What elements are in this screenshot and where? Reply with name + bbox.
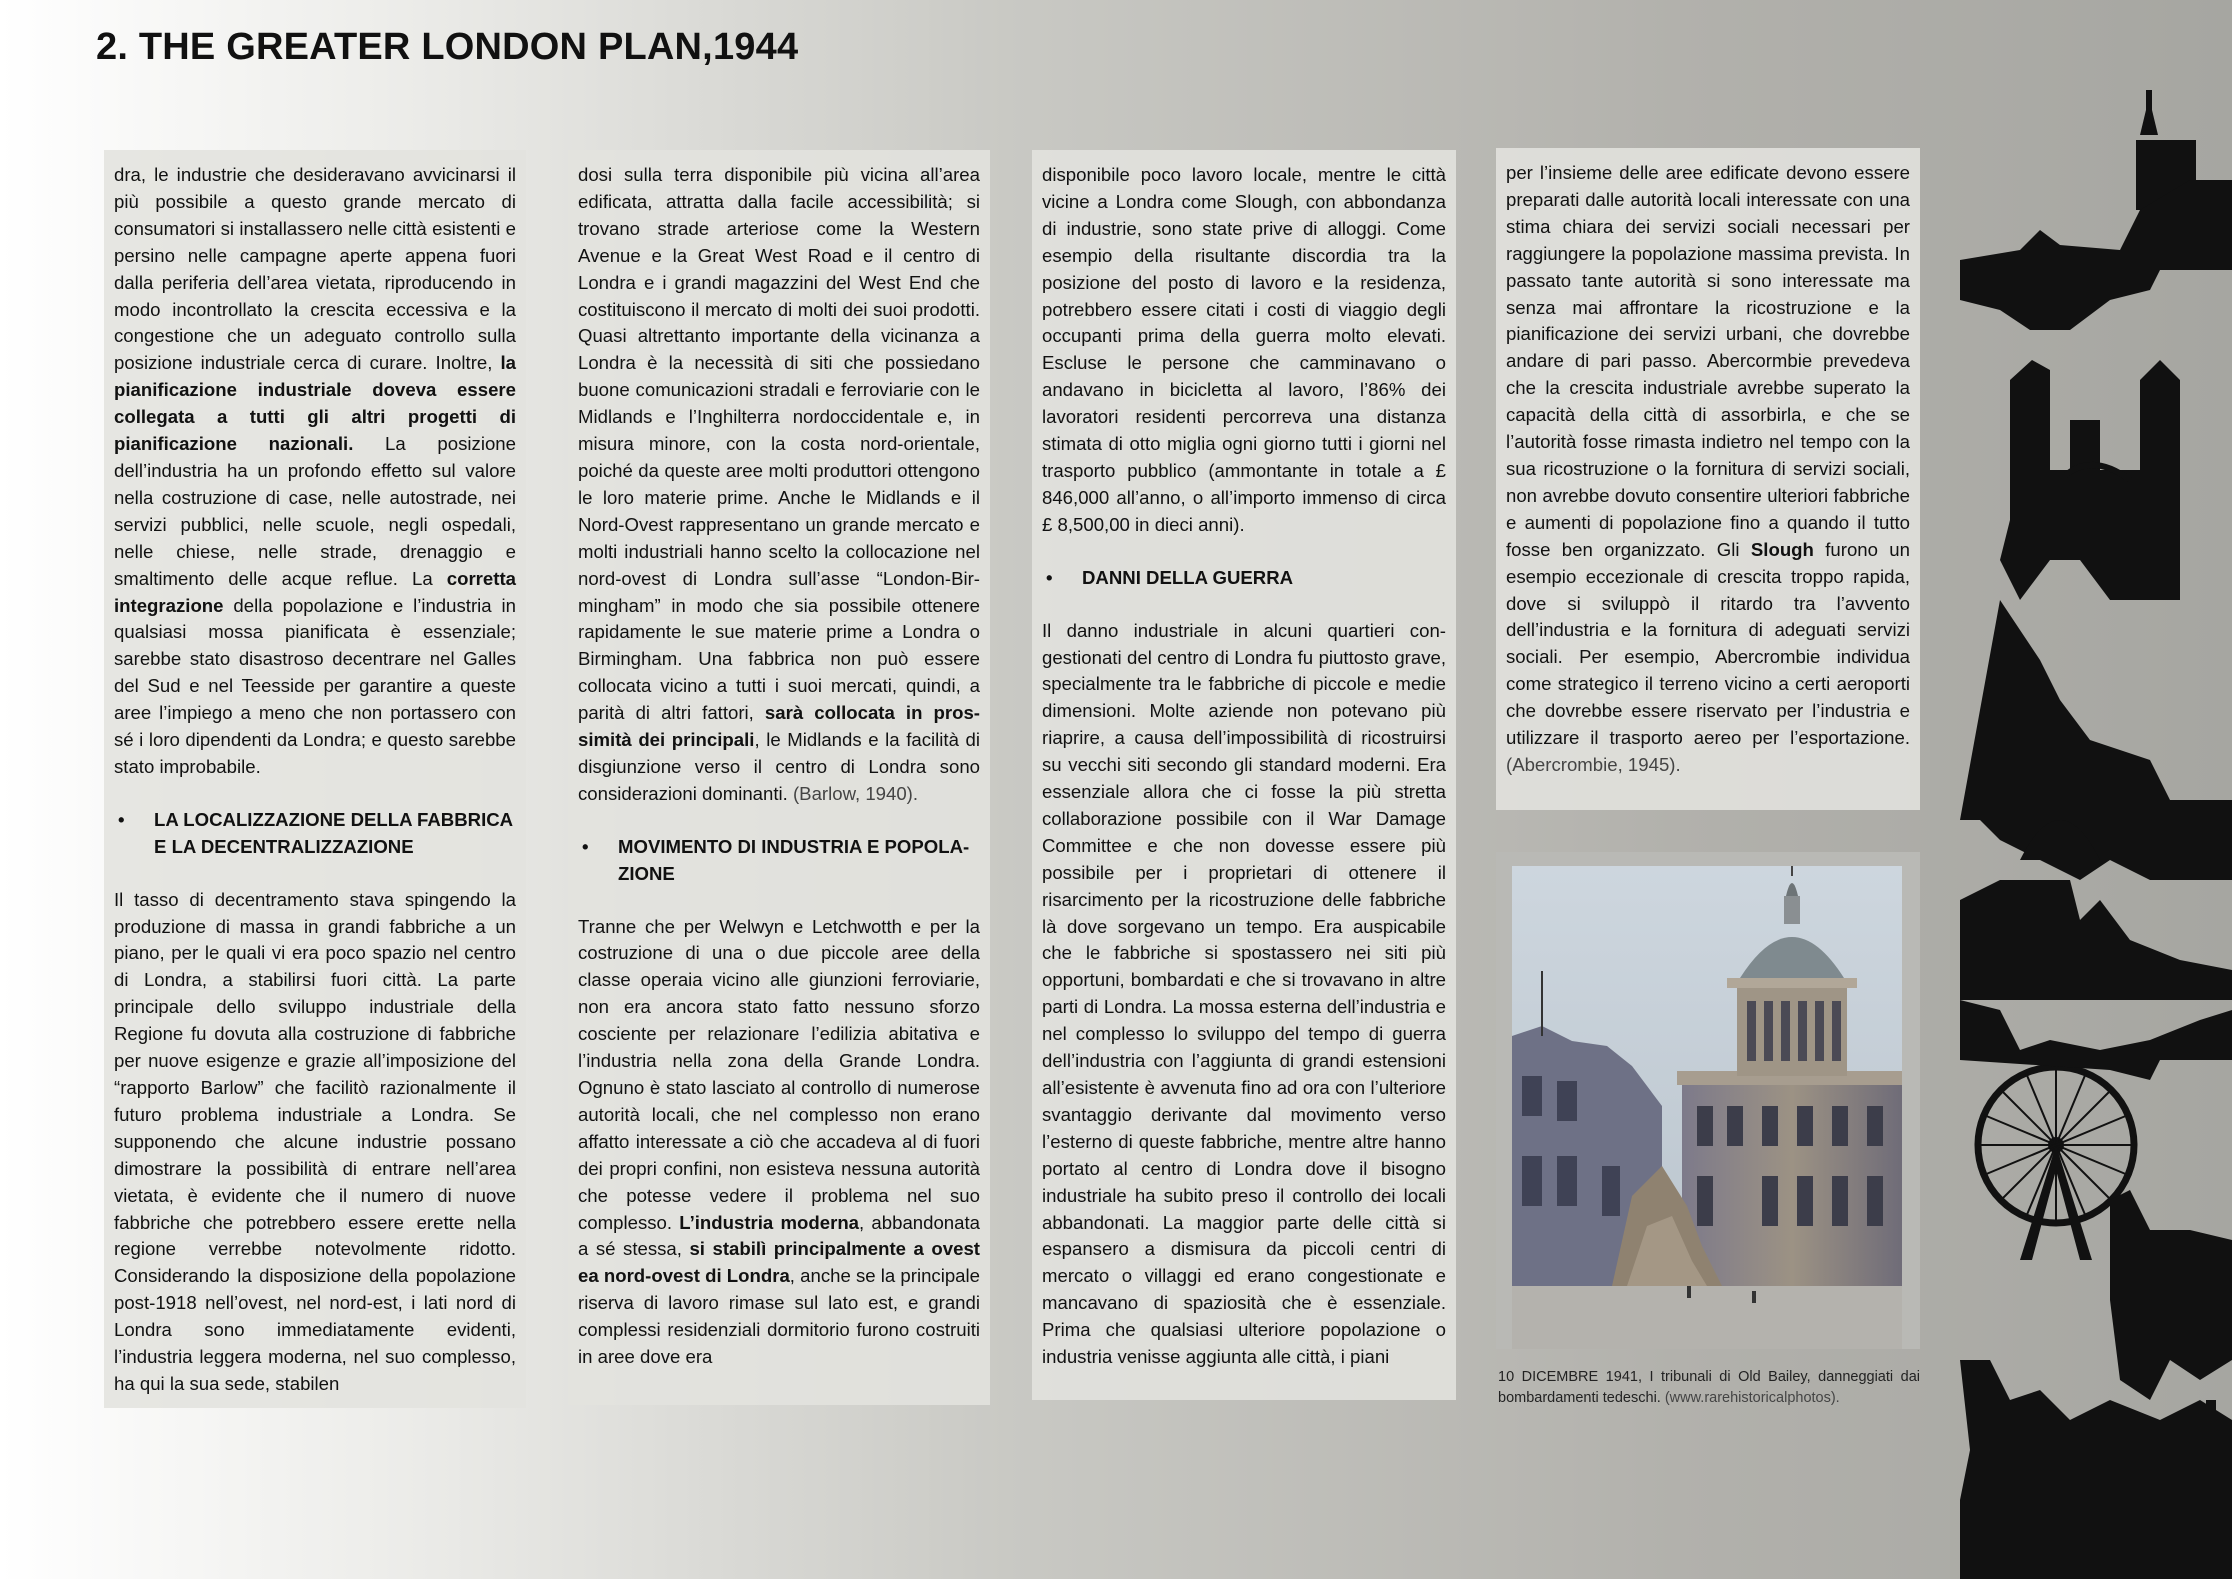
text-column-2 [568, 150, 990, 1405]
section-heading: • LA LOCALIZZAZIONE DELLA FABBRICA E LA DECENTRALIZZAZIONE [114, 807, 516, 861]
text-column-4 [1496, 148, 1920, 810]
citation: (Abercrombie, 1945). [1506, 753, 1681, 775]
old-bailey-photo [1512, 866, 1902, 1349]
section-heading: • DANNI DELLA GUERRA [1042, 565, 1446, 592]
section-heading: • MOVIMENTO DI INDUSTRIA E POPOLAZIONE [578, 834, 980, 888]
page-title: 2. THE GREATER LONDON PLAN,1944 [96, 26, 799, 68]
paragraph: per l’insieme delle aree edificate devono essere preparati dalle autorità locali interessate con una stima chiara dei servizi sociali necessari per raggiungere la popolazione massima prevista. In passato tante autorità si sono interessate ma senza mai affrontare la ricostruzione e la pianificazione dei servizi urbani, che dovrebbe andare di pari passo. Abercormbie prevedeva che la crescita industriale avrebbe superato la capacità della città di assorbirla, e che se l’autorità fosse rimasta indietro nel tempo con la sua ricostruzione o la fornitura di servizi sociali, non avrebbe dovuto consentire ulteriori fabbriche e aumenti di popolazione fino a quando il tutto fosse ben organizzato. Gli Slough furono un esempio eccezionale di crescita troppo rapida, dove si sviluppò il ritardo tra l’avvento dell’industria e la fornitura di adeguati servizi sociali. Per esempio, Abercrombie individua come strategico il terreno vicino a certi aeroporti che dovrebbe essere riservato per l’industria e utilizzare il trasporto aereo per l’esportazione. (Abercrombie, 1945). [1506, 162, 1910, 775]
bullet-icon: • [1046, 566, 1053, 588]
citation: (Barlow, 1940). [792, 782, 919, 804]
text-column-1 [104, 150, 526, 1408]
london-skyline-icon [1960, 0, 2232, 1579]
paragraph: dra, le industrie che desideravano avvicinarsi il più possibile a questo grande mercato di consumatori si installassero nelle città esistenti e persino nelle campagne aperte appena fuori dalla periferia dell’area vietata, riproducendo in modo incontrollato la crescita eccessiva e la congestione che un adeguato controllo sulla posizione industriale cerca di curare. Inoltre, la pianificazione industriale doveva essere collegata a tutti gli altri progetti di pianificazione nazionali. La posizione dell’industria ha un profondo effetto sul valore nella costruzione di case, nelle autostrade, nei servizi pubblici, nelle scuole, negli ospedali, nelle chiese, nelle strade, drenaggio e smaltimento delle acque reflue. La corretta integrazione della popolazione e l’industria in qualsiasi mossa pianificata è essenziale; sarebbe stato disastroso decentrare nel Galles del Sud e nel Teesside per garantire a queste aree l’impiego a meno che non portassero con sé i loro dipendenti da Londra; e questo sarebbe stato improbabile. [114, 164, 516, 777]
paragraph: Il danno industriale in alcuni quartieri congestionati del centro di Londra fu piuttosto grave, specialmente tra le fabbriche di piccole e medie dimensioni. Molte aziende non potevano più riaprire, a causa dell’impossibilità di ricostruirsi su vecchi siti secondo gli standard moderni. Era essenziale allora che ci fosse la più stretta collaborazione possibile con il War Damage Committee e che non dovesse essere più possibile per i proprietari di ottenere il risarcimento per la ricostruzione delle fabbriche là dove sorgevano un tempo. Era auspicabile che le fabbriche si spostassero nei siti più opportuni, bombardati e che si trovavano in altre parti di Londra. La mossa esterna dell’industria e nel complesso lo sviluppo del tempo di guerra dell’industria con l’aggiunta di grandi estensioni all’esistente è avvenuta fino ad ora con l’ulteriore svantaggio derivante dal movimento verso l’esterno di queste fabbriche, mentre altre hanno portato al centro di Londra dove il bisogno industriale ha subito preso il controllo dei locali abbandonati. La maggior parte delle città si espansero a dismisura da piccoli centri di mercato o villaggi ed erano congestionate e mancavano di spaziosità che è essenziale. Prima che qualsiasi ulteriore popolazione o industria venisse aggiunta alle città, i piani [1042, 619, 1446, 1368]
paragraph: Tranne che per Welwyn e Letchwotth e per la costruzione di una o due piccole aree della classe operaia vicino alle giunzioni ferroviarie, non era ancora stato fatto nessuno sforzo cosciente per relazionare l’edilizia abitativa e l’industria nella zona della Grande Londra. Ognuno è stato lasciato al controllo di numerose autorità locali, che nel complesso non erano affatto interessate a ciò che accadeva al di fuori dei propri confini, non esisteva nessuna autorità che potesse vedere il problema nel suo complesso. L’industria moderna, abbandonata a sé stessa, si stabilì principalmente a ovest ea nord-ovest di Londra, anche se la principale riserva di lavoro rimase sul lato est, e grandi complessi residenziali dormitorio furono costruiti in aree dove era [578, 915, 980, 1368]
bullet-icon: • [582, 835, 589, 857]
paragraph: Il tasso di decentramento stava spingendo la produzione di massa in grandi fabbriche a un piano, per le quali vi era poco spazio nel centro di Londra, a stabilirsi fuori città. La parte principale dello sviluppo industriale della Regione fu dovuta alla costruzione di fabbriche per nuove esigenze e grazie all’imposizione del “rapporto Barlow” che facilitò razionalmente il futuro problema industriale a Londra. Se supponendo che alcune industrie possano dimostrare la possibilità di entrare nell’area vietata, è evidente che il numero di nuove fabbriche che potrebbero essere erette nella regione verrebbe notevolmente ridotto. Considerando la disposizione della popolazione post-1918 nell’ovest, nel nord-est, i lati nord di Londra sono immediatamente evidenti, l’industria leggera moderna, nel suo complesso, ha qui la sua sede, stabilen [114, 888, 516, 1394]
text-column-3 [1032, 150, 1456, 1400]
photo-frame [1496, 852, 1920, 1349]
paragraph: disponibile poco lavoro locale, mentre le città vicine a Londra come Slough, con abbondanza di industrie, sono state prive di alloggi. Come esempio della risultante discordia tra la posizione del posto di lavoro e la residenza, potrebbero essere citati i costi di viaggio degli occupanti prima della guerra molto elevati. Escluse le persone che camminavano o andavano in bicicletta al lavoro, l’86% dei lavoratori residenti percorreva una distanza stimata di otto miglia ogni giorno tutti i giorni nel trasporto pubblico (ammontante in totale a £ 846,000 all’anno, o all’importo immenso di circa £ 8,500,00 in dieci anni). [1042, 164, 1446, 535]
paragraph: dosi sulla terra disponibile più vicina all’area edificata, attratta dalla facile accessibilità; si trovano strade arteriose come la Western Avenue e la Great West Road e il centro di Londra e i grandi magazzini del West End che costituiscono il mercato di molti dei suoi prodotti. Quasi altrettanto importante della vicinanza a Londra è la necessità di siti che possiedano buone comunicazioni stradali e ferroviarie con le Midlands e l’Inghilterra nordoccidentale e, in misura minore, con la costa nord-orientale, poiché da queste aree molti produttori ottengono le loro materie prime. Anche le Midlands e il Nord-Ovest rappresentano un grande mercato e molti industriali hanno scelto la collocazione nel nord-ovest di Londra sull’asse “London-Birmingham” in modo che sia possibile ottenere rapidamente le sue materie prime a Londra o Birmingham. Una fabbrica non può essere collocata vicino a tutti i suoi mercati, quindi, a parità di altri fattori, sarà collocata in prossimità dei principali, le Midlands e la facilità di disgiunzione verso il centro di Londra sono considerazioni dominanti. (Barlow, 1940). [578, 164, 980, 804]
caption-source: (www.rarehistoricalphotos). [1664, 1390, 1840, 1406]
figure-caption: 10 DICEMBRE 1941, I tribunali di Old Bailey, danneggiati dai bombardamenti tedeschi. (www.rarehistoricalphotos). [1498, 1369, 1920, 1406]
bullet-icon: • [118, 808, 125, 830]
